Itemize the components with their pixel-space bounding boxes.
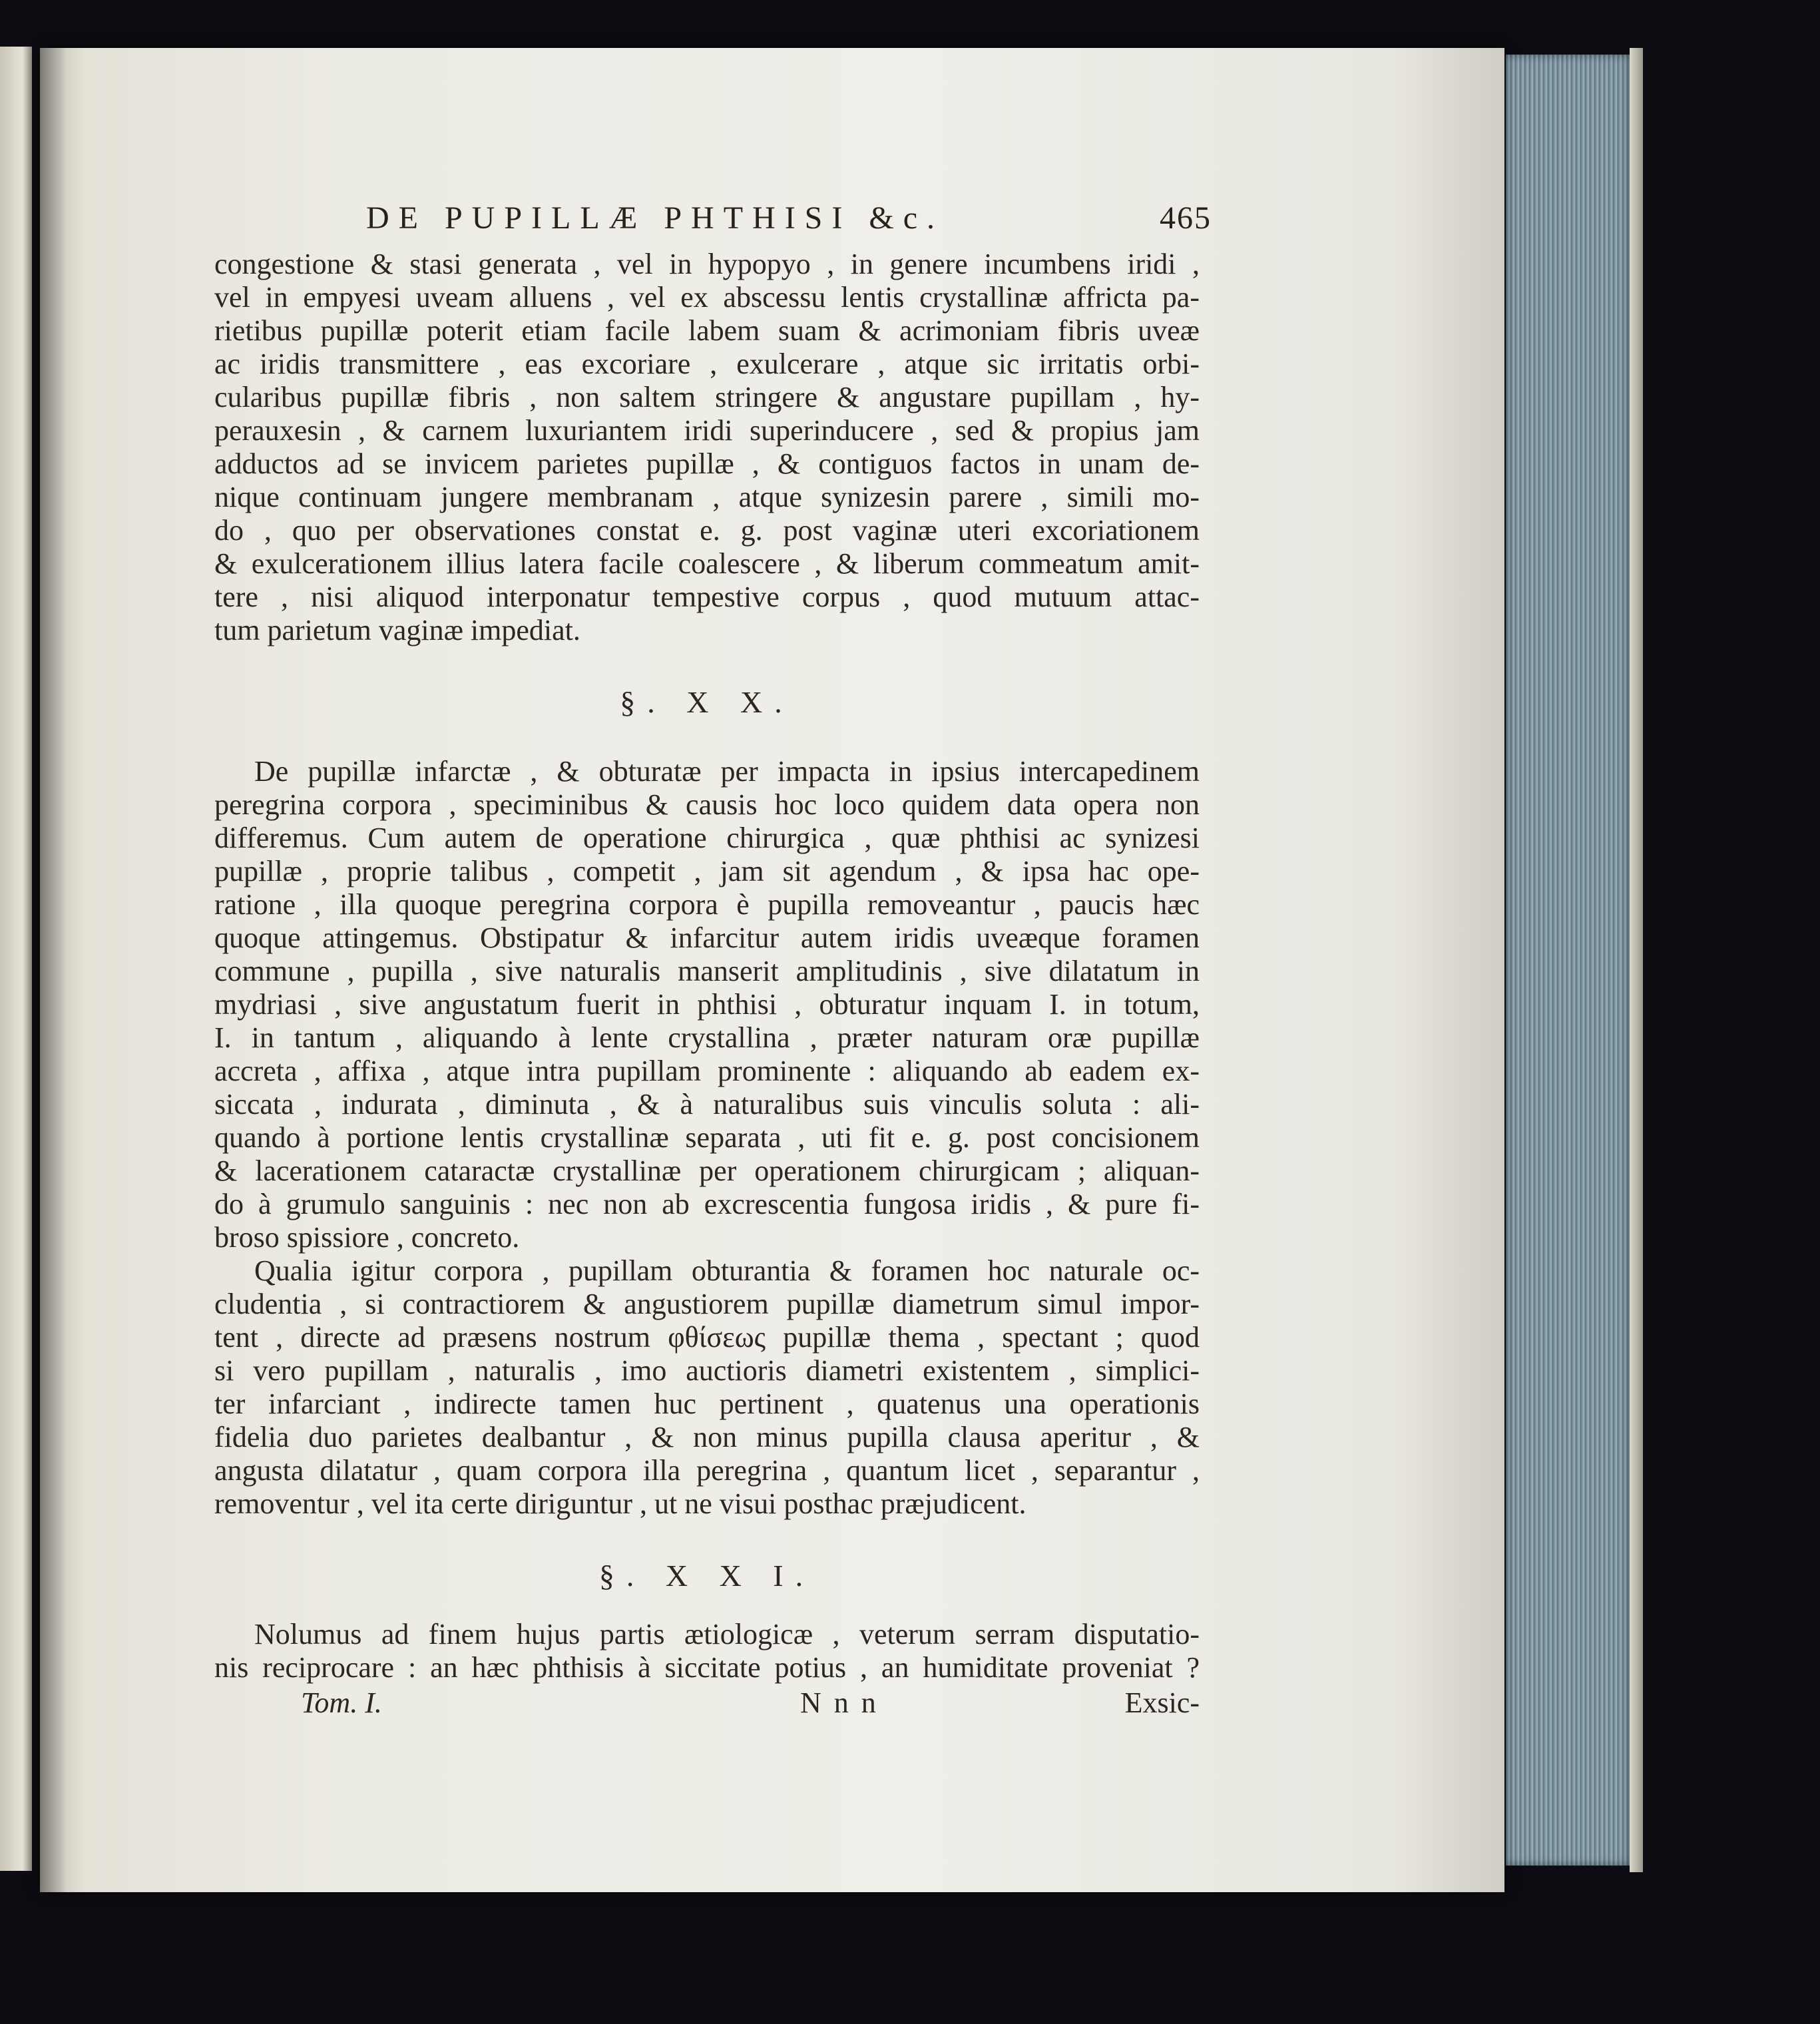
page-edges-block (1506, 55, 1630, 1866)
signature-mark: N n n (800, 1686, 879, 1719)
text-line: nique continuam jungere membranam , atque synizesin parere , simili mo- (214, 481, 1200, 513)
text-line: differemus. Cum autem de operatione chirurgica , quæ phthisi ac synizesi (214, 822, 1200, 854)
text-line: ac iridis transmittere , eas excoriare , exulcerare , atque sic irritatis orbi- (214, 348, 1200, 380)
text-line: quoque attingemus. Obstipatur & infarcitur autem iridis uveæque foramen (214, 921, 1200, 954)
text-line: quando à portione lentis crystallinæ separata , uti fit e. g. post concisionem (214, 1121, 1200, 1154)
text-line: do à grumulo sanguinis : nec non ab excrescentia fungosa iridis , & pure fi- (214, 1188, 1200, 1220)
text-line: accreta , affixa , atque intra pupillam prominente : aliquando ab eadem ex- (214, 1055, 1200, 1087)
text-line: fidelia duo parietes dealbantur , & non minus pupilla clausa aperitur , & (214, 1421, 1200, 1453)
previous-page-edge (0, 47, 32, 1871)
text-line: Qualia igitur corpora , pupillam obturantia & foramen hoc naturale oc- (254, 1254, 1200, 1287)
text-line: broso spissiore , concreto. (214, 1221, 520, 1254)
book-page (40, 48, 1504, 1892)
text-line: & exulcerationem illius latera facile coalescere , & liberum commeatum amit- (214, 547, 1200, 580)
section-heading-20: §. X X. (620, 686, 794, 719)
text-line: ter infarciant , indirecte tamen huc pertinent , quatenus una operationis (214, 1388, 1200, 1420)
text-line: si vero pupillam , naturalis , imo auctioris diametri existentem , simplici- (214, 1354, 1200, 1387)
text-line: rietibus pupillæ poterit etiam facile labem suam & acrimoniam fibris uveæ (214, 314, 1200, 347)
section-heading-21: §. X X I. (598, 1559, 815, 1593)
text-line: De pupillæ infarctæ , & obturatæ per impacta in ipsius intercapedinem (254, 755, 1200, 788)
text-line: nis reciprocare : an hæc phthisis à siccitate potius , an humiditate proveniat ? (214, 1651, 1200, 1684)
text-line: tum parietum vaginæ impediat. (214, 614, 580, 646)
text-line: peregrina corpora , speciminibus & causis hoc loco quidem data opera non (214, 788, 1200, 821)
text-line: perauxesin , & carnem luxuriantem iridi superinducere , sed & propius jam (214, 414, 1200, 447)
running-header (193, 200, 1212, 237)
text-line: angusta dilatatur , quam corpora illa peregrina , quantum licet , separantur , (214, 1454, 1200, 1487)
page-footer (214, 1686, 1200, 1723)
gutter-shadow (40, 48, 67, 1892)
page-number: 465 (1160, 200, 1212, 236)
text-line: cularibus pupillæ fibris , non saltem stringere & angustare pupillam , hy- (214, 381, 1200, 413)
text-line: removentur , vel ita certe diriguntur , ut ne visui posthac præjudicent. (214, 1487, 1026, 1520)
catchword: Exsic- (1124, 1686, 1200, 1719)
text-line: tent , directe ad præsens nostrum φθίσεως pupillæ thema , spectant ; quod (214, 1321, 1200, 1354)
text-line: I. in tantum , aliquando à lente crystallina , præter naturam oræ pupillæ (214, 1021, 1200, 1054)
text-line: & lacerationem cataractæ crystallinæ per operationem chirurgicam ; aliquan- (214, 1154, 1200, 1187)
volume-signature: Tom. I. (301, 1686, 382, 1719)
running-title: DE PUPILLÆ PHTHISI &c. (366, 200, 944, 236)
text-line: commune , pupilla , sive naturalis manserit amplitudinis , sive dilatatum in (214, 955, 1200, 987)
text-line: cludentia , si contractiorem & angustiorem pupillæ diametrum simul impor- (214, 1288, 1200, 1320)
text-line: mydriasi , sive angustatum fuerit in phthisi , obturatur inquam I. in totum, (214, 988, 1200, 1021)
text-line: adductos ad se invicem parietes pupillæ , & contiguos factos in unam de- (214, 447, 1200, 480)
text-line: Nolumus ad finem hujus partis ætiologicæ , veterum serram disputatio- (254, 1618, 1200, 1650)
text-line: tere , nisi aliquod interponatur tempestive corpus , quod mutuum attac- (214, 581, 1200, 613)
text-line: vel in empyesi uveam alluens , vel ex abscessu lentis crystallinæ affricta pa- (214, 281, 1200, 314)
text-line: do , quo per observationes constat e. g. post vaginæ uteri excoriationem (214, 514, 1200, 547)
text-line: pupillæ , proprie talibus , competit , jam sit agendum , & ipsa hac ope- (214, 855, 1200, 887)
text-line: ratione , illa quoque peregrina corpora è pupilla removeantur , paucis hæc (214, 888, 1200, 921)
text-line: congestione & stasi generata , vel in hypopyo , in genere incumbens iridi , (214, 248, 1200, 280)
text-line: siccata , indurata , diminuta , & à naturalibus suis vinculis soluta : ali- (214, 1088, 1200, 1121)
